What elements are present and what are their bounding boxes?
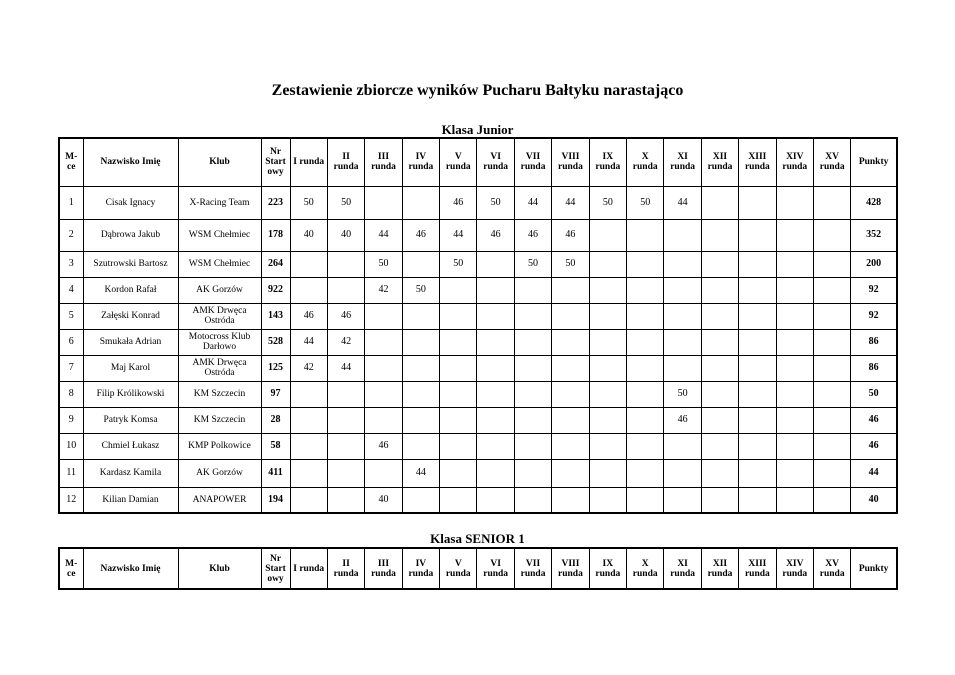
round-14-cell [776,186,813,219]
round-1-cell: 46 [290,303,327,329]
round-11-cell [664,433,701,459]
header-round-9: IX runda [589,138,626,186]
round-7-cell [514,303,551,329]
header-round-9: IX runda [589,548,626,589]
rider-name-cell: Szutrowski Bartosz [83,251,178,277]
start-number-cell: 143 [261,303,290,329]
header-round-14: XIV runda [776,548,813,589]
round-2-cell [327,251,364,277]
round-3-cell: 46 [365,433,402,459]
round-3-cell: 44 [365,219,402,251]
points-cell: 92 [851,303,897,329]
table-row [59,487,897,513]
club-cell: WSM Chełmiec [178,251,261,277]
points-cell: 428 [851,186,897,219]
round-4-cell [402,186,439,219]
round-2-cell [327,277,364,303]
header-round-1: I runda [290,138,327,186]
round-9-cell [589,433,626,459]
header-start-number: Nr Start owy [261,548,290,589]
round-5-cell: 46 [440,186,477,219]
round-6-cell: 50 [477,186,514,219]
club-cell: Motocross Klub Darłowo [178,329,261,355]
round-3-cell: 40 [365,487,402,513]
rider-name-cell: Maj Karol [83,355,178,381]
position-cell: 12 [59,487,83,513]
round-5-cell [440,303,477,329]
round-5-cell [440,329,477,355]
round-4-cell: 46 [402,219,439,251]
club-cell: KMP Polkowice [178,433,261,459]
points-cell: 40 [851,487,897,513]
round-6-cell [477,433,514,459]
header-round-2: II runda [327,138,364,186]
rider-name-cell: Patryk Komsa [83,407,178,433]
points-cell: 50 [851,381,897,407]
round-9-cell [589,219,626,251]
table-row [59,381,897,407]
round-15-cell [813,329,850,355]
round-15-cell [813,355,850,381]
round-5-cell [440,381,477,407]
round-1-cell: 44 [290,329,327,355]
round-15-cell [813,487,850,513]
table-header-row [59,548,897,589]
table-row [59,277,897,303]
round-12-cell [701,277,738,303]
start-number-cell: 411 [261,459,290,487]
round-14-cell [776,303,813,329]
position-cell: 1 [59,186,83,219]
header-round-6: VI runda [477,138,514,186]
table-row [59,355,897,381]
round-2-cell: 40 [327,219,364,251]
round-12-cell [701,407,738,433]
round-3-cell: 50 [365,251,402,277]
round-8-cell [552,381,589,407]
round-7-cell [514,459,551,487]
round-2-cell [327,407,364,433]
rider-name-cell: Chmiel Łukasz [83,433,178,459]
round-1-cell: 40 [290,219,327,251]
round-1-cell [290,459,327,487]
round-10-cell [627,219,664,251]
round-14-cell [776,355,813,381]
header-points: Punkty [851,548,897,589]
header-round-2: II runda [327,548,364,589]
round-7-cell: 50 [514,251,551,277]
round-13-cell [739,277,776,303]
round-5-cell [440,433,477,459]
round-7-cell [514,381,551,407]
position-cell: 5 [59,303,83,329]
header-round-5: V runda [440,138,477,186]
round-8-cell: 50 [552,251,589,277]
position-cell: 7 [59,355,83,381]
header-round-8: VIII runda [552,548,589,589]
round-6-cell: 46 [477,219,514,251]
round-8-cell: 44 [552,186,589,219]
round-9-cell [589,487,626,513]
position-cell: 8 [59,381,83,407]
header-round-11: XI runda [664,548,701,589]
round-13-cell [739,433,776,459]
round-2-cell: 46 [327,303,364,329]
header-round-4: IV runda [402,138,439,186]
round-12-cell [701,459,738,487]
round-10-cell [627,277,664,303]
senior-class-label: Klasa SENIOR 1 [430,531,525,546]
round-3-cell [365,355,402,381]
header-round-12: XII runda [701,548,738,589]
round-8-cell [552,277,589,303]
round-10-cell [627,459,664,487]
round-1-cell: 42 [290,355,327,381]
header-round-15: XV runda [813,138,850,186]
position-cell: 9 [59,407,83,433]
table-row [59,329,897,355]
club-cell: AK Gorzów [178,277,261,303]
rider-name-cell: Kardasz Kamila [83,459,178,487]
table-row [59,219,897,251]
round-8-cell [552,355,589,381]
round-11-cell [664,251,701,277]
round-15-cell [813,381,850,407]
round-12-cell [701,433,738,459]
round-5-cell [440,355,477,381]
club-cell: AMK Drwęca Ostróda [178,303,261,329]
round-9-cell [589,251,626,277]
club-cell: X-Racing Team [178,186,261,219]
round-1-cell [290,487,327,513]
round-5-cell [440,487,477,513]
round-2-cell: 50 [327,186,364,219]
round-6-cell [477,303,514,329]
round-5-cell: 44 [440,219,477,251]
round-13-cell [739,219,776,251]
points-cell: 86 [851,329,897,355]
round-9-cell [589,381,626,407]
round-9-cell [589,303,626,329]
round-9-cell [589,277,626,303]
round-1-cell [290,251,327,277]
position-cell: 11 [59,459,83,487]
round-7-cell [514,487,551,513]
round-13-cell [739,459,776,487]
round-3-cell: 42 [365,277,402,303]
round-9-cell [589,407,626,433]
header-club: Klub [178,548,261,589]
start-number-cell: 178 [261,219,290,251]
round-10-cell [627,487,664,513]
senior-results-table [58,547,898,590]
round-4-cell [402,407,439,433]
round-4-cell [402,251,439,277]
round-10-cell [627,329,664,355]
header-round-13: XIII runda [739,138,776,186]
position-cell: 2 [59,219,83,251]
round-13-cell [739,487,776,513]
round-9-cell [589,329,626,355]
round-10-cell [627,303,664,329]
round-15-cell [813,251,850,277]
round-5-cell [440,459,477,487]
round-3-cell [365,329,402,355]
header-round-10: X runda [627,138,664,186]
header-start-number: Nr Start owy [261,138,290,186]
rider-name-cell: Smukała Adrian [83,329,178,355]
round-10-cell [627,381,664,407]
header-name: Nazwisko Imię [83,548,178,589]
junior-results-table [58,137,898,514]
round-6-cell [477,459,514,487]
header-round-15: XV runda [813,548,850,589]
round-1-cell [290,433,327,459]
round-13-cell [739,381,776,407]
header-round-13: XIII runda [739,548,776,589]
round-12-cell [701,487,738,513]
round-7-cell [514,433,551,459]
club-cell: KM Szczecin [178,407,261,433]
round-4-cell [402,329,439,355]
points-cell: 86 [851,355,897,381]
round-14-cell [776,219,813,251]
round-10-cell [627,355,664,381]
round-2-cell [327,487,364,513]
round-5-cell [440,277,477,303]
round-15-cell [813,433,850,459]
round-14-cell [776,251,813,277]
round-8-cell [552,303,589,329]
club-cell: KM Szczecin [178,381,261,407]
round-9-cell: 50 [589,186,626,219]
round-3-cell [365,381,402,407]
rider-name-cell: Filip Królikowski [83,381,178,407]
table-header-row [59,138,897,186]
round-2-cell [327,433,364,459]
round-15-cell [813,186,850,219]
header-round-11: XI runda [664,138,701,186]
round-6-cell [477,277,514,303]
round-14-cell [776,329,813,355]
round-11-cell [664,329,701,355]
round-8-cell [552,459,589,487]
round-11-cell: 44 [664,186,701,219]
club-cell: AMK Drwęca Ostróda [178,355,261,381]
round-8-cell [552,407,589,433]
round-15-cell [813,219,850,251]
round-15-cell [813,459,850,487]
round-12-cell [701,329,738,355]
round-4-cell: 50 [402,277,439,303]
round-5-cell: 50 [440,251,477,277]
round-3-cell [365,459,402,487]
round-12-cell [701,219,738,251]
round-9-cell [589,459,626,487]
round-9-cell [589,355,626,381]
start-number-cell: 264 [261,251,290,277]
round-12-cell [701,251,738,277]
round-13-cell [739,186,776,219]
round-6-cell [477,329,514,355]
table-row [59,186,897,219]
header-round-14: XIV runda [776,138,813,186]
round-4-cell: 44 [402,459,439,487]
round-14-cell [776,487,813,513]
round-10-cell [627,251,664,277]
club-cell: WSM Chełmiec [178,219,261,251]
round-5-cell [440,407,477,433]
round-11-cell [664,219,701,251]
points-cell: 46 [851,407,897,433]
round-6-cell [477,407,514,433]
points-cell: 200 [851,251,897,277]
round-14-cell [776,407,813,433]
round-3-cell [365,303,402,329]
round-11-cell [664,303,701,329]
start-number-cell: 97 [261,381,290,407]
table-row [59,433,897,459]
position-cell: 4 [59,277,83,303]
junior-class-label: Klasa Junior [441,122,514,137]
start-number-cell: 58 [261,433,290,459]
position-cell: 3 [59,251,83,277]
start-number-cell: 28 [261,407,290,433]
round-10-cell [627,407,664,433]
round-1-cell: 50 [290,186,327,219]
round-14-cell [776,277,813,303]
page-title: Zestawienie zbiorcze wyników Pucharu Bałtyku narastająco [271,82,684,99]
start-number-cell: 125 [261,355,290,381]
round-15-cell [813,277,850,303]
round-13-cell [739,303,776,329]
rider-name-cell: Dąbrowa Jakub [83,219,178,251]
round-4-cell [402,355,439,381]
round-10-cell: 50 [627,186,664,219]
header-round-12: XII runda [701,138,738,186]
header-round-7: VII runda [514,548,551,589]
round-8-cell: 46 [552,219,589,251]
round-3-cell [365,407,402,433]
table-row [59,251,897,277]
round-10-cell [627,433,664,459]
round-13-cell [739,329,776,355]
points-cell: 352 [851,219,897,251]
header-round-5: V runda [440,548,477,589]
round-1-cell [290,277,327,303]
round-7-cell [514,407,551,433]
start-number-cell: 194 [261,487,290,513]
table-row [59,459,897,487]
round-11-cell [664,487,701,513]
round-11-cell [664,459,701,487]
position-cell: 6 [59,329,83,355]
round-1-cell [290,407,327,433]
round-2-cell: 42 [327,329,364,355]
rider-name-cell: Kordon Rafał [83,277,178,303]
round-6-cell [477,251,514,277]
round-6-cell [477,381,514,407]
rider-name-cell: Załęski Konrad [83,303,178,329]
header-club: Klub [178,138,261,186]
round-2-cell [327,459,364,487]
round-4-cell [402,487,439,513]
round-7-cell [514,277,551,303]
round-14-cell [776,381,813,407]
round-11-cell: 46 [664,407,701,433]
round-6-cell [477,355,514,381]
header-round-6: VI runda [477,548,514,589]
header-round-3: III runda [365,138,402,186]
round-1-cell [290,381,327,407]
round-13-cell [739,355,776,381]
round-12-cell [701,381,738,407]
rider-name-cell: Kilian Damian [83,487,178,513]
header-name: Nazwisko Imię [83,138,178,186]
round-7-cell [514,355,551,381]
round-7-cell: 44 [514,186,551,219]
round-3-cell [365,186,402,219]
round-11-cell [664,355,701,381]
table-row [59,407,897,433]
header-position: M- ce [59,138,83,186]
round-7-cell [514,329,551,355]
rider-name-cell: Cisak Ignacy [83,186,178,219]
round-14-cell [776,433,813,459]
round-12-cell [701,186,738,219]
points-cell: 46 [851,433,897,459]
header-round-1: I runda [290,548,327,589]
header-round-8: VIII runda [552,138,589,186]
round-15-cell [813,407,850,433]
round-13-cell [739,251,776,277]
round-11-cell [664,277,701,303]
round-4-cell [402,433,439,459]
table-row [59,303,897,329]
round-15-cell [813,303,850,329]
round-2-cell: 44 [327,355,364,381]
header-position: M- ce [59,548,83,589]
points-cell: 44 [851,459,897,487]
header-round-10: X runda [627,548,664,589]
header-round-7: VII runda [514,138,551,186]
round-8-cell [552,329,589,355]
round-4-cell [402,303,439,329]
round-7-cell: 46 [514,219,551,251]
round-12-cell [701,303,738,329]
club-cell: ANAPOWER [178,487,261,513]
header-round-4: IV runda [402,548,439,589]
round-11-cell: 50 [664,381,701,407]
club-cell: AK Gorzów [178,459,261,487]
round-4-cell [402,381,439,407]
start-number-cell: 528 [261,329,290,355]
round-12-cell [701,355,738,381]
points-cell: 92 [851,277,897,303]
round-8-cell [552,433,589,459]
header-points: Punkty [851,138,897,186]
header-round-3: III runda [365,548,402,589]
start-number-cell: 922 [261,277,290,303]
round-8-cell [552,487,589,513]
position-cell: 10 [59,433,83,459]
start-number-cell: 223 [261,186,290,219]
round-14-cell [776,459,813,487]
round-2-cell [327,381,364,407]
round-13-cell [739,407,776,433]
round-6-cell [477,487,514,513]
